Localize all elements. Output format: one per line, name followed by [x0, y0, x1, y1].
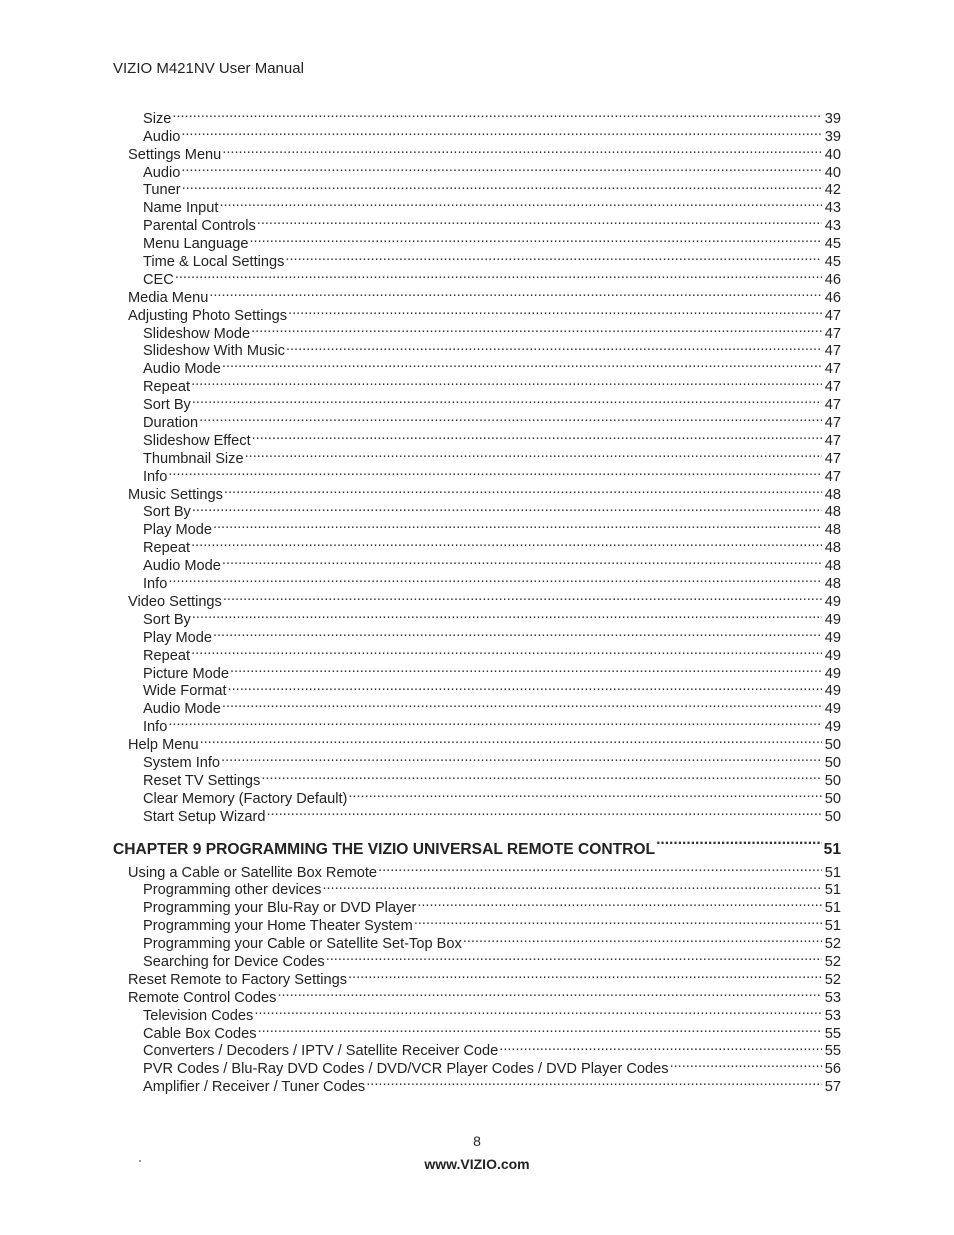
toc-entry-page: 49	[824, 701, 841, 718]
toc-leader-dots	[670, 1055, 822, 1073]
toc-entry-page: 50	[824, 808, 841, 825]
toc-entry[interactable]	[0, 230, 954, 253]
toc-entry-page: 47	[824, 343, 841, 360]
toc-entry-page: 47	[824, 325, 841, 342]
toc-entry[interactable]	[0, 930, 954, 953]
toc-entry-page: 39	[824, 110, 841, 127]
toc-entry-label: Slideshow With Music	[143, 343, 285, 360]
toc-leader-dots	[261, 767, 822, 785]
toc-leader-dots	[209, 284, 822, 302]
toc-entry-label: Reset TV Settings	[143, 772, 261, 789]
toc-leader-dots	[414, 912, 822, 930]
toc-entry-page: 42	[824, 182, 841, 199]
toc-entry[interactable]	[0, 606, 954, 628]
toc-leader-dots	[499, 1038, 822, 1056]
toc-leader-dots	[254, 1002, 822, 1020]
toc-entry-label: Sort By	[143, 611, 191, 628]
toc-entry[interactable]	[0, 159, 954, 181]
toc-entry-label: System Info	[143, 754, 221, 771]
toc-entry-label: Help Menu	[128, 737, 199, 754]
toc-entry[interactable]	[0, 445, 954, 467]
toc-entry[interactable]	[0, 177, 954, 199]
toc-entry-page: 50	[824, 772, 841, 789]
toc-leader-dots	[285, 248, 822, 266]
toc-entry[interactable]	[0, 516, 954, 539]
toc-entry[interactable]	[0, 859, 954, 881]
toc-leader-dots	[378, 859, 822, 877]
toc-leader-dots	[230, 660, 822, 678]
toc-leader-dots	[168, 570, 822, 588]
toc-leader-dots	[181, 159, 822, 177]
toc-entry-label: Music Settings	[128, 486, 223, 503]
toc-entry[interactable]	[0, 803, 954, 825]
toc-entry-label: Parental Controls	[143, 218, 256, 235]
toc-leader-dots	[258, 1020, 822, 1038]
toc-entry-label: Audio Mode	[143, 361, 221, 378]
toc-entry[interactable]	[0, 373, 954, 396]
toc-entry[interactable]	[0, 749, 954, 771]
toc-leader-dots	[463, 930, 822, 948]
toc-leader-dots	[286, 338, 822, 356]
toc-leader-dots	[252, 427, 822, 445]
toc-entry-label: PVR Codes / Blu-Ray DVD Codes / DVD/VCR Player Codes / DVD Player Codes	[143, 1061, 669, 1078]
toc-entry[interactable]	[0, 785, 954, 807]
toc-entry-label: Programming your Cable or Satellite Set-Top Box	[143, 936, 462, 953]
toc-entry-label: Amplifier / Receiver / Tuner Codes	[143, 1079, 366, 1096]
toc-entry-page: 47	[824, 432, 841, 449]
toc-entry-label: Using a Cable or Satellite Box Remote	[128, 864, 378, 881]
toc-leader-dots	[192, 499, 822, 517]
toc-leader-dots	[348, 966, 822, 984]
toc-leader-dots	[191, 373, 822, 391]
toc-leader-dots	[366, 1073, 822, 1091]
toc-entry-label: Thumbnail Size	[143, 450, 244, 467]
toc-leader-dots	[222, 355, 822, 373]
toc-entry[interactable]	[0, 1055, 954, 1078]
toc-leader-dots	[223, 588, 822, 606]
toc-leader-dots	[199, 409, 822, 427]
toc-entry-page: 47	[824, 361, 841, 378]
toc-entry[interactable]	[0, 248, 954, 271]
toc-entry-label: Repeat	[143, 379, 191, 396]
toc-entry-page: 48	[824, 558, 841, 575]
toc-leader-dots	[213, 516, 822, 534]
toc-entry-page: 49	[824, 593, 841, 610]
toc-entry-label: CEC	[143, 271, 174, 288]
toc-entry-label: Audio Mode	[143, 701, 221, 718]
toc-entry[interactable]	[0, 570, 954, 593]
toc-entry-page: 48	[824, 540, 841, 557]
toc-entry-label: Sort By	[143, 504, 191, 521]
toc-entry[interactable]	[0, 409, 954, 432]
toc-entry[interactable]	[0, 1038, 954, 1060]
toc-entry[interactable]	[0, 966, 954, 988]
toc-entry[interactable]	[0, 141, 954, 163]
toc-leader-dots	[277, 984, 822, 1002]
toc-entry-page: 45	[824, 254, 841, 271]
toc-entry-page: 51	[824, 900, 841, 917]
toc-entry[interactable]	[0, 678, 954, 700]
toc-entry-label: Info	[143, 576, 168, 593]
toc-entry-label: Clear Memory (Factory Default)	[143, 790, 348, 807]
toc-entry-page: 52	[824, 971, 841, 988]
toc-entry-label: Audio Mode	[143, 558, 221, 575]
toc-entry-label: Searching for Device Codes	[143, 953, 325, 970]
toc-leader-dots	[224, 481, 822, 499]
toc-entry[interactable]	[0, 624, 954, 646]
toc-leader-dots	[228, 678, 822, 696]
toc-entry-page: 55	[824, 1043, 841, 1060]
toc-leader-dots	[245, 445, 822, 463]
toc-entry-label: Television Codes	[143, 1007, 254, 1024]
toc-leader-dots	[168, 463, 822, 481]
toc-entry-page: 50	[824, 790, 841, 807]
toc-entry[interactable]	[0, 463, 954, 485]
toc-entry-page: 48	[824, 522, 841, 539]
toc-entry-label: Converters / Decoders / IPTV / Satellite Receiver Code	[143, 1043, 499, 1060]
toc-entry-label: Programming your Home Theater System	[143, 918, 413, 935]
toc-entry-page: 50	[824, 754, 841, 771]
document-header: VIZIO M421NV User Manual	[113, 60, 304, 77]
toc-entry-label: Settings Menu	[128, 146, 222, 163]
toc-entry-page: 51	[824, 882, 841, 899]
toc-entry-label: Info	[143, 468, 168, 485]
toc-leader-dots	[266, 803, 822, 821]
toc-leader-dots	[250, 230, 823, 248]
toc-entry-label: Info	[143, 719, 168, 736]
toc-entry-label: Adjusting Photo Settings	[128, 307, 288, 324]
toc-entry[interactable]	[0, 194, 954, 217]
toc-entry[interactable]	[0, 1073, 954, 1096]
toc-entry-page: 45	[824, 236, 841, 253]
toc-entry[interactable]	[0, 534, 954, 557]
toc-entry-label: Picture Mode	[143, 665, 229, 682]
toc-leader-dots	[192, 606, 822, 624]
toc-entry-label: Repeat	[143, 647, 191, 664]
toc-leader-dots	[192, 391, 822, 409]
toc-entry-page: 46	[824, 289, 841, 306]
toc-leader-dots	[168, 713, 822, 731]
toc-entry-page: 57	[824, 1079, 841, 1096]
toc-entry[interactable]	[0, 338, 954, 360]
toc-entry[interactable]	[0, 767, 954, 789]
toc-entry[interactable]	[0, 695, 954, 718]
toc-entry-label: Start Setup Wizard	[143, 808, 266, 825]
toc-entry-page: 49	[824, 647, 841, 664]
toc-leader-dots	[219, 194, 822, 212]
toc-entry-page: 49	[824, 665, 841, 682]
toc-entry[interactable]	[0, 642, 954, 664]
toc-entry-label: Audio	[143, 164, 181, 181]
toc-entry-page: 52	[824, 953, 841, 970]
toc-entry-label: Sort By	[143, 397, 191, 414]
toc-entry[interactable]	[0, 588, 954, 610]
toc-entry-label: Name Input	[143, 200, 219, 217]
toc-leader-dots	[191, 534, 822, 552]
toc-entry-page: 51	[824, 918, 841, 935]
toc-leader-dots	[326, 948, 822, 966]
toc-entry-page: 47	[824, 468, 841, 485]
toc-leader-dots	[172, 105, 822, 123]
toc-entry-label: Slideshow Effect	[143, 432, 251, 449]
page-number: 8	[473, 1133, 481, 1149]
toc-entry-label: Duration	[143, 415, 199, 432]
toc-entry-page: 49	[824, 683, 841, 700]
toc-entry-page: 56	[824, 1061, 841, 1078]
toc-leader-dots	[222, 552, 822, 570]
toc-entry[interactable]	[0, 427, 954, 449]
toc-entry-page: 48	[824, 504, 841, 521]
toc-leader-dots	[656, 826, 822, 854]
toc-entry[interactable]	[0, 731, 954, 754]
toc-entry-label: Time & Local Settings	[143, 254, 285, 271]
toc-entry-label: Cable Box Codes	[143, 1025, 257, 1042]
toc-entry[interactable]	[0, 984, 954, 1006]
toc-entry-label: Remote Control Codes	[128, 989, 277, 1006]
toc-leader-dots	[191, 642, 822, 660]
toc-entry-page: 50	[824, 737, 841, 754]
toc-entry[interactable]	[0, 552, 954, 575]
toc-entry[interactable]	[0, 1002, 954, 1024]
toc-entry[interactable]	[0, 284, 954, 306]
toc-entry[interactable]	[0, 302, 954, 324]
toc-entry[interactable]	[0, 212, 954, 235]
toc-entry-label: Wide Format	[143, 683, 227, 700]
toc-entry-label: Size	[143, 110, 172, 127]
toc-entry-label: Menu Language	[143, 236, 249, 253]
toc-entry[interactable]	[0, 123, 954, 145]
toc-leader-dots	[221, 749, 822, 767]
toc-leader-dots	[181, 123, 822, 141]
toc-entry[interactable]	[0, 320, 954, 342]
toc-entry-page: 53	[824, 1007, 841, 1024]
toc-entry-label: Audio	[143, 128, 181, 145]
toc-entry[interactable]	[0, 391, 954, 414]
toc-entry-page: 55	[824, 1025, 841, 1042]
toc-entry-page: 43	[824, 218, 841, 235]
toc-leader-dots	[288, 302, 822, 320]
toc-entry[interactable]	[0, 1020, 954, 1042]
toc-entry[interactable]	[0, 877, 954, 899]
toc-entry-label: CHAPTER 9 PROGRAMMING THE VIZIO UNIVERSAL REMOTE CONTROL	[113, 840, 656, 858]
toc-entry-page: 39	[824, 128, 841, 145]
toc-entry-page: 46	[824, 271, 841, 288]
toc-entry-page: 51	[823, 840, 841, 858]
toc-entry-page: 47	[824, 450, 841, 467]
toc-entry-page: 40	[824, 146, 841, 163]
toc-entry-page: 47	[824, 379, 841, 396]
toc-entry-label: Play Mode	[143, 522, 212, 539]
toc-leader-dots	[417, 894, 822, 912]
toc-leader-dots	[257, 212, 822, 230]
toc-entry-page: 47	[824, 415, 841, 432]
toc-entry[interactable]	[0, 481, 954, 503]
toc-leader-dots	[182, 177, 822, 195]
toc-entry-page: 48	[824, 486, 841, 503]
toc-entry-label: Tuner	[143, 182, 181, 199]
toc-entry-page: 51	[824, 864, 841, 881]
toc-leader-dots	[348, 785, 822, 803]
toc-leader-dots	[200, 731, 822, 749]
toc-entry-label: Reset Remote to Factory Settings	[128, 971, 347, 988]
toc-entry-page: 48	[824, 576, 841, 593]
toc-entry-label: Programming your Blu-Ray or DVD Player	[143, 900, 417, 917]
toc-entry[interactable]	[0, 660, 954, 682]
toc-entry[interactable]	[0, 499, 954, 521]
toc-leader-dots	[322, 877, 822, 895]
toc-entry[interactable]	[0, 266, 954, 288]
toc-entry[interactable]	[0, 894, 954, 917]
toc-entry-page: 52	[824, 936, 841, 953]
toc-leader-dots	[213, 624, 822, 642]
toc-entry[interactable]	[0, 948, 954, 970]
toc-entry[interactable]	[0, 713, 954, 736]
toc-entry-label: Slideshow Mode	[143, 325, 251, 342]
toc-entry-label: Play Mode	[143, 629, 212, 646]
toc-entry-label: Media Menu	[128, 289, 209, 306]
toc-entry[interactable]	[0, 355, 954, 378]
toc-entry-page: 47	[824, 397, 841, 414]
toc-leader-dots	[251, 320, 822, 338]
footer-url: www.VIZIO.com	[424, 1156, 530, 1172]
toc-entry-page: 49	[824, 719, 841, 736]
toc-entry-label: Video Settings	[128, 593, 222, 610]
toc-entry-page: 40	[824, 164, 841, 181]
toc-leader-dots	[222, 141, 822, 159]
toc-entry-label: Programming other devices	[143, 882, 322, 899]
toc-entry-page: 53	[824, 989, 841, 1006]
toc-chapter-heading[interactable]	[0, 826, 954, 858]
toc-entry-page: 43	[824, 200, 841, 217]
toc-entry-page: 47	[824, 307, 841, 324]
table-of-contents	[0, 105, 954, 1096]
toc-entry[interactable]	[0, 912, 954, 935]
toc-entry-page: 49	[824, 611, 841, 628]
toc-entry[interactable]	[0, 105, 954, 127]
toc-leader-dots	[222, 695, 822, 713]
toc-entry-page: 49	[824, 629, 841, 646]
toc-entry-label: Repeat	[143, 540, 191, 557]
toc-leader-dots	[175, 266, 822, 284]
